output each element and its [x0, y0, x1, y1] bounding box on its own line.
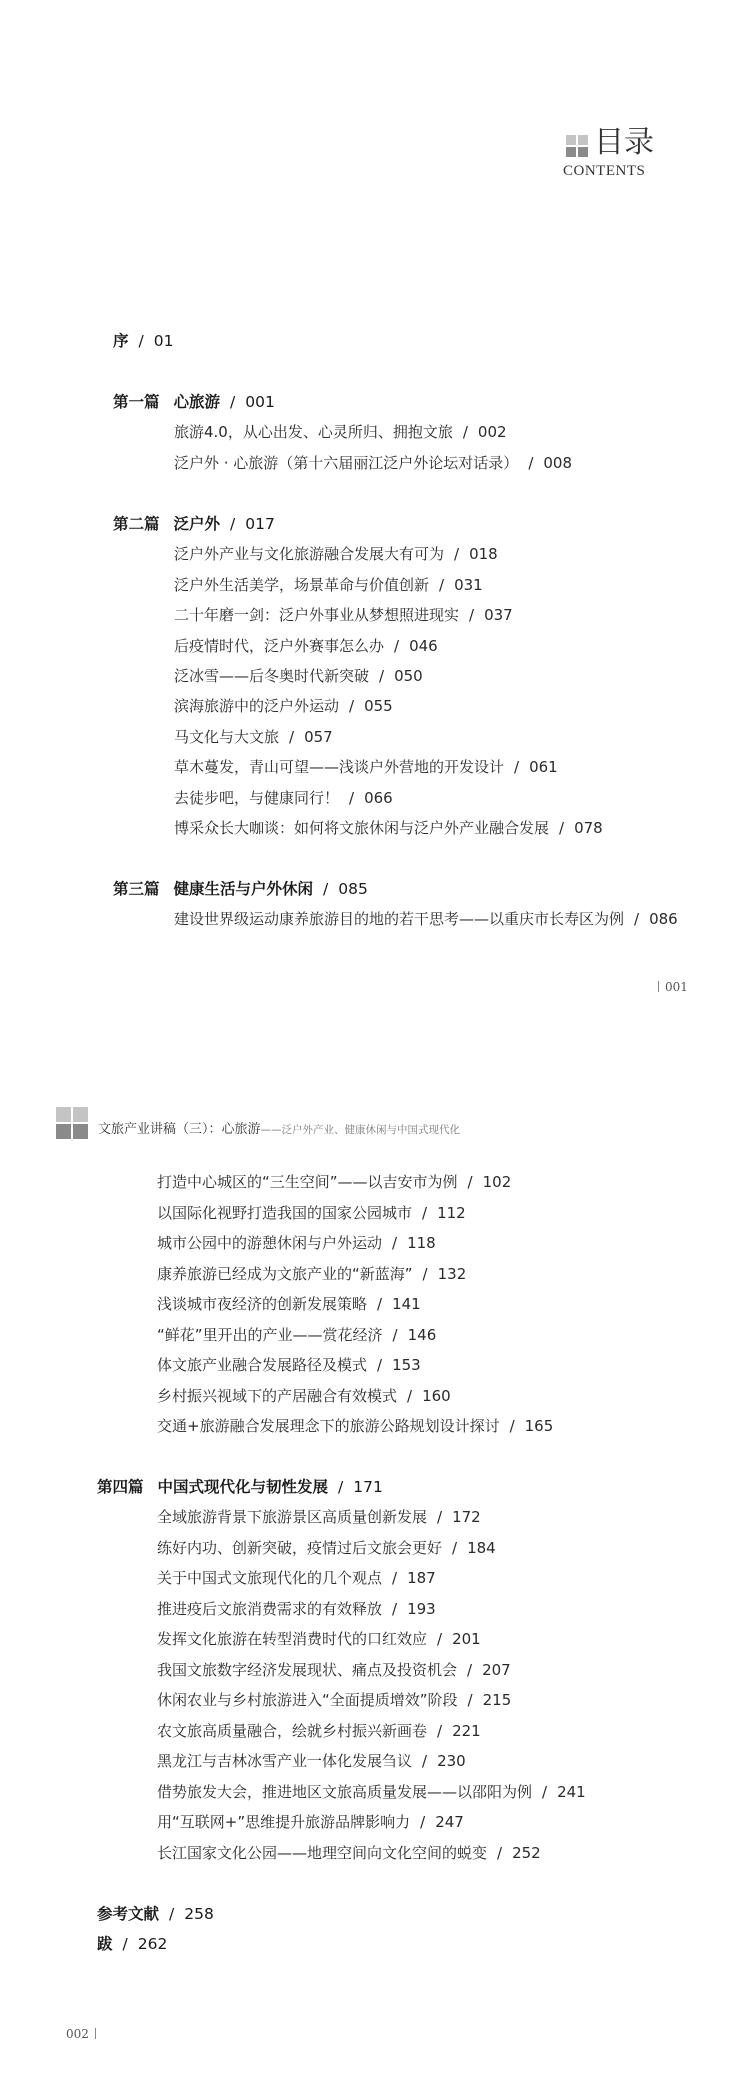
running-header-icon: [56, 1107, 88, 1139]
entry-page: 221: [452, 1722, 481, 1740]
entry-page: 146: [407, 1326, 437, 1344]
entry-page: 078: [574, 819, 603, 837]
running-header: [98, 1120, 460, 1138]
entry-title: 打造中心城区的“三生空间”——以吉安市为例: [157, 1173, 458, 1191]
entry-page: 230: [437, 1752, 466, 1770]
part-title: 泛户外: [173, 515, 221, 533]
references-entry[interactable]: 参考文献 / 258: [97, 1905, 214, 1923]
afterword-label: 跋: [97, 1935, 113, 1953]
running-header-main: 文旅产业讲稿（三）：心旅游: [98, 1122, 261, 1137]
toc-entry[interactable]: 全域旅游背景下旅游景区高质量创新发展 / 172: [157, 1508, 481, 1526]
entry-title: 以国际化视野打造我国的国家公园城市: [157, 1204, 413, 1222]
entry-page: 153: [392, 1356, 421, 1374]
entry-page: 160: [422, 1387, 451, 1405]
part-title: 心旅游: [173, 393, 221, 411]
entry-title: 去徒步吧，与健康同行！: [174, 789, 340, 807]
entry-title: 黑龙江与吉林冰雪产业一体化发展刍议: [157, 1752, 413, 1770]
entry-page: 207: [482, 1661, 511, 1679]
entry-page: 241: [557, 1783, 586, 1801]
toc-entry[interactable]: 打造中心城区的“三生空间”——以吉安市为例 / 102: [157, 1173, 512, 1191]
entry-page: 018: [469, 545, 498, 563]
page-number-2: 002: [66, 2027, 96, 2041]
toc-entry[interactable]: 关于中国式文旅现代化的几个观点 / 187: [157, 1569, 436, 1587]
toc-title: 目录: [594, 125, 654, 160]
entry-title: 农文旅高质量融合，绘就乡村振兴新画卷: [157, 1722, 428, 1740]
part-title: 健康生活与户外休闲: [173, 880, 314, 898]
preface-label: 序: [113, 332, 129, 350]
afterword-entry[interactable]: 跋 / 262: [97, 1935, 168, 1953]
entry-page: 046: [409, 637, 438, 655]
toc-entry[interactable]: 马文化与大文旅 / 057: [174, 728, 333, 746]
entry-title: 泛冰雪——后冬奥时代新突破: [174, 667, 370, 685]
entry-title: 推进疫后文旅消费需求的有效释放: [157, 1600, 383, 1618]
toc-entry[interactable]: 康养旅游已经成为文旅产业的“新蓝海” / 132: [157, 1265, 467, 1283]
entry-page: 215: [482, 1691, 512, 1709]
entry-title: 博采众长大咖谈：如何将文旅休闲与泛户外产业融合发展: [174, 819, 550, 837]
toc-entry[interactable]: 城市公园中的游憩休闲与户外运动 / 118: [157, 1234, 436, 1252]
toc-entry[interactable]: 交通+旅游融合发展理念下的旅游公路规划设计探讨 / 165: [157, 1417, 554, 1435]
preface-page: 01: [153, 332, 174, 350]
entry-title: 交通+旅游融合发展理念下的旅游公路规划设计探讨: [157, 1417, 500, 1435]
entry-page: 008: [543, 454, 573, 472]
entry-page: 112: [437, 1204, 466, 1222]
entry-title: 马文化与大文旅: [174, 728, 280, 746]
page-number-bar: [95, 2028, 96, 2039]
entry-page: 102: [482, 1173, 512, 1191]
part-page: 017: [245, 515, 275, 533]
toc-entry[interactable]: 发挥文化旅游在转型消费时代的口红效应 / 201: [157, 1630, 481, 1648]
entry-title: 练好内功、创新突破，疫情过后文旅会更好: [157, 1539, 443, 1557]
toc-entry[interactable]: “鲜花”里开出的产业——赏花经济 / 146: [157, 1326, 437, 1344]
entry-title: 滨海旅游中的泛户外运动: [174, 697, 340, 715]
page-number-bar: [658, 981, 659, 992]
entry-title: 泛户外产业与文化旅游融合发展大有可为: [174, 545, 445, 563]
entry-title: 发挥文化旅游在转型消费时代的口红效应: [157, 1630, 428, 1648]
entry-page: 247: [435, 1813, 464, 1831]
toc-entry[interactable]: 博采众长大咖谈：如何将文旅休闲与泛户外产业融合发展 / 078: [174, 819, 603, 837]
entry-title: 关于中国式文旅现代化的几个观点: [157, 1569, 383, 1587]
entry-page: 086: [649, 910, 678, 928]
part-page: 001: [245, 393, 275, 411]
running-header-sub: ——泛户外产业、健康休闲与中国式现代化: [260, 1124, 461, 1136]
entry-page: 002: [477, 423, 507, 441]
entry-page: 037: [484, 606, 513, 624]
part-title: 中国式现代化与韧性发展: [157, 1478, 329, 1496]
entry-page: 061: [529, 758, 558, 776]
part-label: 第一篇: [113, 393, 160, 411]
toc-entry[interactable]: 用“互联网+”思维提升旅游品牌影响力 / 247: [157, 1813, 464, 1831]
entry-title: 乡村振兴视域下的产居融合有效模式: [157, 1387, 398, 1405]
toc-subtitle: CONTENTS: [563, 163, 646, 179]
part-1-heading[interactable]: 第一篇 心旅游 / 001: [113, 393, 275, 411]
part-page: 085: [338, 880, 368, 898]
toc-entry[interactable]: 泛冰雪——后冬奥时代新突破 / 050: [174, 667, 423, 685]
toc-entry[interactable]: 体文旅产业融合发展路径及模式 / 153: [157, 1356, 421, 1374]
toc-entry[interactable]: 长江国家文化公园——地理空间向文化空间的蜕变 / 252: [157, 1844, 541, 1862]
entry-title: 休闲农业与乡村旅游进入“全面提质增效”阶段: [157, 1691, 458, 1709]
entry-page: 187: [407, 1569, 436, 1587]
entry-title: 用“互联网+”思维提升旅游品牌影响力: [157, 1813, 411, 1831]
part-label: 第四篇: [97, 1478, 144, 1496]
toc-entry[interactable]: 建设世界级运动康养旅游目的地的若干思考——以重庆市长寿区为例 / 086: [174, 910, 678, 928]
part-label: 第二篇: [113, 515, 160, 533]
entry-page: 184: [467, 1539, 496, 1557]
entry-title: 城市公园中的游憩休闲与户外运动: [157, 1234, 383, 1252]
entry-page: 050: [394, 667, 423, 685]
toc-entry[interactable]: 休闲农业与乡村旅游进入“全面提质增效”阶段 / 215: [157, 1691, 512, 1709]
toc-entry[interactable]: 滨海旅游中的泛户外运动 / 055: [174, 697, 393, 715]
entry-page: 031: [454, 576, 483, 594]
toc-entry[interactable]: 推进疫后文旅消费需求的有效释放 / 193: [157, 1600, 436, 1618]
toc-entry[interactable]: 以国际化视野打造我国的国家公园城市 / 112: [157, 1204, 466, 1222]
entry-title: 借势旅发大会，推进地区文旅高质量发展——以邵阳为例: [157, 1783, 533, 1801]
references-label: 参考文献: [97, 1905, 160, 1923]
part-4-heading[interactable]: 第四篇 中国式现代化与韧性发展 / 171: [97, 1478, 383, 1496]
entry-title: 浅谈城市夜经济的创新发展策略: [157, 1295, 368, 1313]
toc-entry[interactable]: 练好内功、创新突破，疫情过后文旅会更好 / 184: [157, 1539, 496, 1557]
entry-page: 201: [452, 1630, 481, 1648]
entry-title: 草木蔓发，青山可望——浅谈户外营地的开发设计: [174, 758, 505, 776]
entry-title: 二十年磨一剑：泛户外事业从梦想照进现实: [174, 606, 460, 624]
toc-entry[interactable]: 泛户外产业与文化旅游融合发展大有可为 / 018: [174, 545, 498, 563]
entry-title: 建设世界级运动康养旅游目的地的若干思考——以重庆市长寿区为例: [174, 910, 625, 928]
entry-page: 066: [364, 789, 393, 807]
entry-title: 旅游4.0，从心出发、心灵所归、拥抱文旅: [174, 423, 453, 441]
entry-title: 长江国家文化公园——地理空间向文化空间的蜕变: [157, 1844, 488, 1862]
toc-entry[interactable]: 我国文旅数字经济发展现状、痛点及投资机会 / 207: [157, 1661, 511, 1679]
entry-title: 康养旅游已经成为文旅产业的“新蓝海”: [157, 1265, 413, 1283]
entry-page: 193: [407, 1600, 436, 1618]
toc-entry[interactable]: 浅谈城市夜经济的创新发展策略 / 141: [157, 1295, 421, 1313]
entry-title: 泛户外 · 心旅游（第十六届丽江泛户外论坛对话录）: [174, 454, 519, 472]
entry-title: 体文旅产业融合发展路径及模式: [157, 1356, 368, 1374]
toc-entry[interactable]: 黑龙江与吉林冰雪产业一体化发展刍议 / 230: [157, 1752, 466, 1770]
toc-entry[interactable]: 旅游4.0，从心出发、心灵所归、拥抱文旅 / 002: [174, 423, 507, 441]
entry-title: 全域旅游背景下旅游景区高质量创新发展: [157, 1508, 428, 1526]
toc-entry[interactable]: 泛户外 · 心旅游（第十六届丽江泛户外论坛对话录） / 008: [174, 454, 573, 472]
entry-title: 我国文旅数字经济发展现状、痛点及投资机会: [157, 1661, 458, 1679]
toc-entry[interactable]: 借势旅发大会，推进地区文旅高质量发展——以邵阳为例 / 241: [157, 1783, 586, 1801]
afterword-page: 262: [137, 1935, 168, 1953]
references-page: 258: [184, 1905, 214, 1923]
toc-entry[interactable]: 草木蔓发，青山可望——浅谈户外营地的开发设计 / 061: [174, 758, 558, 776]
toc-entry[interactable]: 二十年磨一剑：泛户外事业从梦想照进现实 / 037: [174, 606, 513, 624]
part-label: 第三篇: [113, 880, 160, 898]
toc-entry[interactable]: 农文旅高质量融合，绘就乡村振兴新画卷 / 221: [157, 1722, 481, 1740]
entry-page: 118: [407, 1234, 436, 1252]
toc-title-icon: [566, 135, 588, 157]
part-page: 171: [353, 1478, 383, 1496]
part-3-heading[interactable]: 第三篇 健康生活与户外休闲 / 085: [113, 880, 368, 898]
entry-title: “鲜花”里开出的产业——赏花经济: [157, 1326, 383, 1344]
entry-page: 172: [452, 1508, 481, 1526]
entry-title: 泛户外生活美学，场景革命与价值创新: [174, 576, 430, 594]
entry-page: 141: [392, 1295, 421, 1313]
entry-page: 165: [524, 1417, 554, 1435]
entry-page: 132: [437, 1265, 467, 1283]
entry-page: 057: [304, 728, 333, 746]
entry-page: 055: [364, 697, 393, 715]
toc-entry[interactable]: 泛户外生活美学，场景革命与价值创新 / 031: [174, 576, 483, 594]
entry-title: 后疫情时代，泛户外赛事怎么办: [174, 637, 385, 655]
page-number-1: 001: [658, 980, 688, 994]
toc-entry[interactable]: 去徒步吧，与健康同行！ / 066: [174, 789, 393, 807]
toc-entry[interactable]: 乡村振兴视域下的产居融合有效模式 / 160: [157, 1387, 451, 1405]
entry-page: 252: [512, 1844, 541, 1862]
toc-entry[interactable]: 后疫情时代，泛户外赛事怎么办 / 046: [174, 637, 438, 655]
preface-entry[interactable]: 序 / 01: [113, 332, 174, 350]
part-2-heading[interactable]: 第二篇 泛户外 / 017: [113, 515, 275, 533]
